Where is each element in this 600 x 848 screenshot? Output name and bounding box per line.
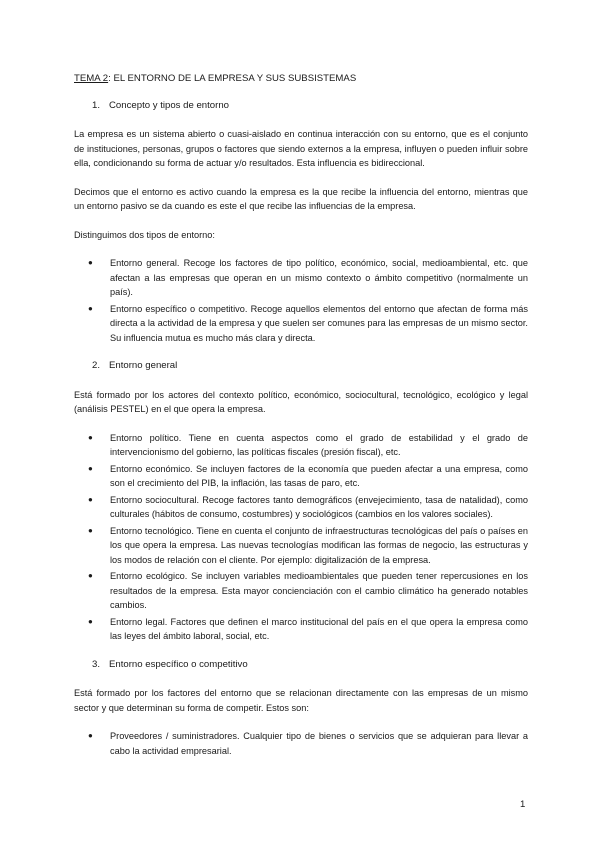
list-item bbox=[74, 431, 528, 460]
list-item-text: Entorno legal. Factores que definen el marco institucional del país en el que opera la empresa como las leyes del ámbito laboral, social, etc. bbox=[110, 616, 528, 641]
section-label: Concepto y tipos de entorno bbox=[109, 99, 230, 111]
list-item bbox=[74, 615, 528, 644]
section-number: 1. bbox=[92, 99, 101, 111]
paragraph: Decimos que el entorno es activo cuando la empresa es la que recibe la influencia del entorno, mientras que un entorno pasivo se da cuando es este el que recibe las influencias de la empresa. bbox=[74, 186, 528, 211]
list-item bbox=[74, 462, 528, 491]
paragraph: La empresa es un sistema abierto o cuasi-aislado en continua interacción con su entorno, que es el conjunto de instituciones, personas, grupos o factores que siendo externos a la empresa, influyen o pueden influir sobre ella, condicionando su forma de actuar y/o resultados. Esta influencia es bidireccional. bbox=[74, 129, 528, 168]
list-item-text: Entorno tecnológico. Tiene en cuenta el conjunto de infraestructuras tecnológicas del país o países en los que opera la empresa. Las nuevas tecnologías modifican las formas de negocio, las estructuras y los modos de relación con el cliente. Por ejemplo: digitalización de la empresa. bbox=[110, 525, 528, 565]
list-item-text: Proveedores / suministradores. Cualquier tipo de bienes o servicios que se adquieran para llevar a cabo la actividad empresarial. bbox=[110, 731, 528, 756]
title-prefix: TEMA 2 bbox=[74, 73, 109, 84]
bullet-icon: ● bbox=[88, 432, 93, 442]
section-number: 3. bbox=[92, 658, 101, 670]
list-item-text: Entorno general. Recoge los factores de tipo político, económico, social, medioambiental, etc. que afectan a las empresas que operan en un mismo contexto o ámbito competitivo (normalmente un país). bbox=[110, 258, 528, 297]
document-title bbox=[74, 72, 528, 87]
title-rest: : EL ENTORNO DE LA EMPRESA Y SUS SUBSISTEMAS bbox=[108, 73, 357, 84]
section-heading-1 bbox=[74, 99, 528, 114]
page-number: 1 bbox=[520, 799, 526, 810]
section-label: Entorno específico o competitivo bbox=[109, 658, 248, 670]
list-item bbox=[74, 302, 528, 346]
document-page bbox=[74, 72, 528, 772]
list-item bbox=[74, 524, 528, 568]
bullet-icon: ● bbox=[88, 303, 93, 313]
bullet-icon: ● bbox=[88, 463, 93, 473]
bullet-list bbox=[74, 729, 528, 758]
list-item bbox=[74, 493, 528, 522]
section-heading-2 bbox=[74, 359, 528, 374]
section-label: Entorno general bbox=[109, 360, 178, 371]
bullet-icon: ● bbox=[88, 616, 93, 626]
bullet-icon: ● bbox=[88, 571, 93, 580]
section-heading-3 bbox=[74, 658, 528, 673]
bullet-list bbox=[74, 431, 528, 644]
list-item-text: Entorno específico o competitivo. Recoge aquellos elementos del entorno que afectan de forma más directa a la actividad de la empresa y que suelen ser comunes para las empresas de un mismo sector. Su influencia mutua es mucho más clara y directa. bbox=[110, 303, 528, 343]
paragraph: Distinguimos dos tipos de entorno: bbox=[74, 229, 215, 240]
bullet-icon: ● bbox=[88, 525, 93, 535]
list-item-text: Entorno sociocultural. Recoge factores tanto demográficos (envejecimiento, tasa de natalidad), como culturales (hábitos de consumo, costumbres) y sociológicos (cambios en los valores sociales). bbox=[110, 494, 528, 519]
bullet-icon: ● bbox=[88, 258, 93, 267]
section-number: 2. bbox=[92, 360, 101, 371]
list-item-text: Entorno ecológico. Se incluyen variables medioambientales que pueden tener repercusiones en los resultados de la empresa. Esta mayor concienciación con el cambio climático ha generado notables cambios. bbox=[110, 571, 528, 610]
bullet-icon: ● bbox=[88, 494, 93, 504]
bullet-icon: ● bbox=[88, 731, 93, 740]
list-item bbox=[74, 256, 528, 300]
list-item bbox=[74, 569, 528, 613]
list-item-text: Entorno político. Tiene en cuenta aspectos como el grado de estabilidad y el grado de intervencionismo del gobierno, las políticas fiscales (presión fiscal), etc. bbox=[110, 432, 528, 457]
bullet-list bbox=[74, 256, 528, 345]
list-item-text: Entorno económico. Se incluyen factores de la economía que pueden afectar a una empresa, como son el crecimiento del PIB, la inflación, las tasas de paro, etc. bbox=[110, 463, 528, 488]
paragraph: Está formado por los factores del entorno que se relacionan directamente con las empresas de un mismo sector y que determinan su forma de competir. Estos son: bbox=[74, 688, 528, 713]
list-item bbox=[74, 729, 528, 758]
paragraph: Está formado por los actores del contexto político, económico, sociocultural, tecnológico, ecológico y legal (análisis PESTEL) en el que opera la empresa. bbox=[74, 389, 528, 414]
